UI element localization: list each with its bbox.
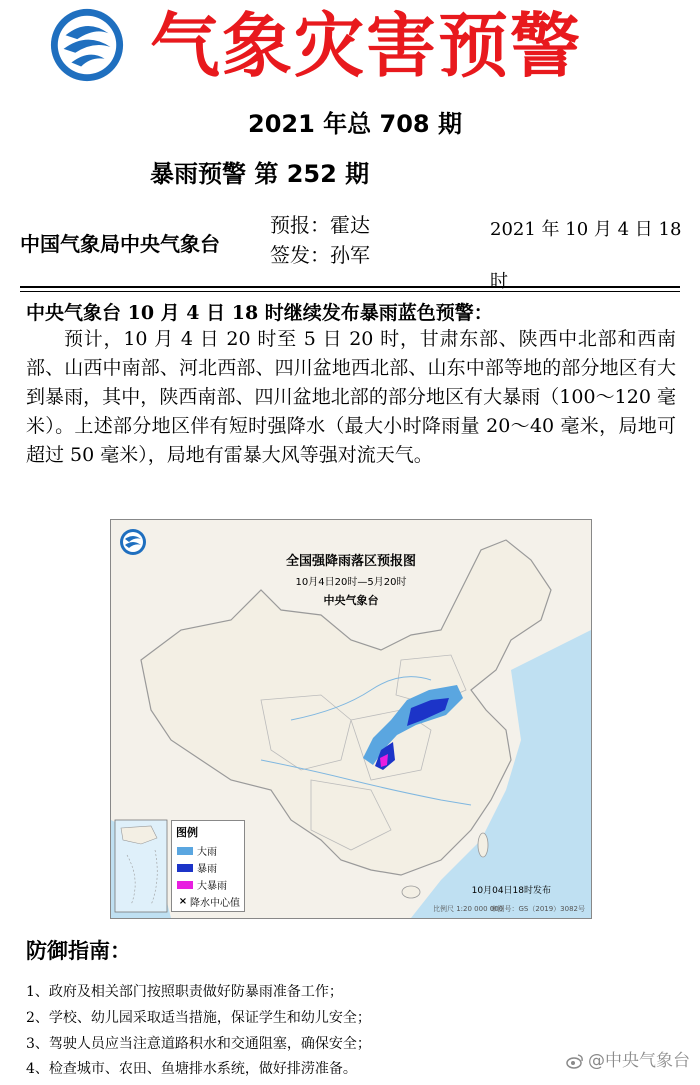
warning-headline: 中央气象台 10 月 4 日 18 时继续发布暴雨蓝色预警： (26, 302, 493, 324)
issue-number: 2021 年总 708 期 (248, 110, 462, 138)
guide-item: 1、政府及相关部门按照职责做好防暴雨准备工作； (26, 984, 343, 1000)
signer: 签发：孙军 (270, 243, 370, 267)
guide-title: 防御指南： (26, 938, 131, 963)
issuing-agency: 中国气象局中央气象台 (20, 232, 220, 256)
weibo-watermark (566, 1046, 690, 1071)
forecaster: 预报：霍达 (270, 213, 370, 237)
rainfall-forecast-map (110, 519, 592, 919)
weibo-icon (566, 1053, 584, 1069)
legend-title: 图例 (176, 826, 198, 839)
divider-thin (20, 291, 680, 292)
legend-label: 降水中心值 (190, 898, 240, 909)
warning-number: 暴雨预警 第 252 期 (150, 160, 370, 188)
map-publish-note: 10月04日18时发布 (471, 886, 551, 896)
legend-item (176, 843, 240, 858)
guide-item: 4、检查城市、农田、鱼塘排水系统，做好排涝准备。 (26, 1061, 357, 1077)
issue-date: 2021 年 10 月 4 日 18 时 (490, 219, 682, 292)
legend-label: 大暴雨 (197, 881, 227, 892)
legend-item (176, 894, 240, 909)
map-scale: 比例尺 1:20 000 000 (433, 905, 504, 913)
guide-item: 3、驾驶人员应当注意道路积水和交通阻塞，确保安全； (26, 1036, 371, 1052)
legend-label: 暴雨 (197, 864, 217, 875)
map-period: 10月4日20时—5月20时 (295, 577, 407, 588)
legend-item (176, 877, 240, 892)
legend-swatch (177, 881, 193, 889)
cross-icon: × (178, 896, 188, 907)
page-title: 气象灾害预警 (150, 4, 582, 87)
map-title: 全国强降雨落区预报图 (285, 554, 416, 569)
cma-logo-icon (48, 6, 126, 84)
map-legend (171, 820, 245, 912)
legend-label: 大雨 (197, 847, 217, 858)
legend-item (176, 860, 240, 875)
watermark-text: @中央气象台 (588, 1051, 690, 1071)
divider (20, 286, 680, 288)
guide-item: 2、学校、幼儿园采取适当措施，保证学生和幼儿安全； (26, 1010, 371, 1026)
map-review-number: 审图号：GS（2019）3082号 (490, 905, 585, 913)
legend-swatch (177, 864, 193, 872)
warning-body: 预计，10 月 4 日 20 时至 5 日 20 时，甘肃东部、陕西中北部和西南部、山西中南部、河北西部、四川盆地西北部、山东中部等地的部分地区有大到暴雨，其中，陕西南部、四川盆地北部的部分地区有大暴雨（100～120 毫米）。上述部分地区伴有短时强降水（最大小时降雨量 20～40 毫米，局地可超过 50 毫米），局地有雷暴大风等强对流天气。 (26, 328, 676, 466)
staff-block (270, 210, 370, 270)
legend-swatch (177, 847, 193, 855)
map-agency: 中央气象台 (323, 594, 379, 607)
